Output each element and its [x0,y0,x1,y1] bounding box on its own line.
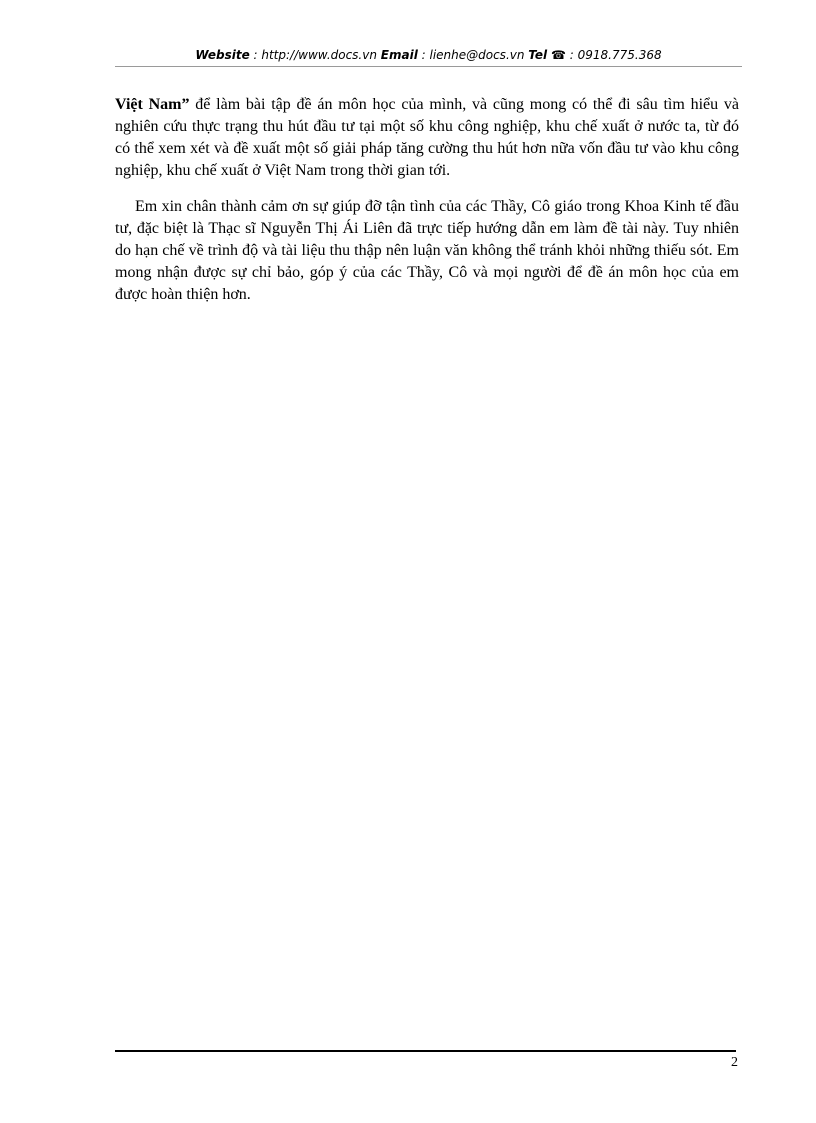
page-number: 2 [731,1055,738,1070]
website-label: Website [195,48,250,62]
bold-lead-text: Việt Nam” [115,96,190,113]
header-divider [115,66,742,67]
paragraph-acknowledgement: Em xin chân thành cảm ơn sự giúp đỡ tận tình của các Thầy, Cô giáo trong Khoa Kinh tế đầu tư, đặc biệt là Thạc sĩ Nguyễn Thị Ái Liên đã trực tiếp hướng dẫn em làm đề tài này. Tuy nhiên do hạn chế về trình độ và tài liệu thu thập nên luận văn không thể tránh khỏi những thiếu sót. Em mong nhận được sự chỉ bảo, góp ý của các Thầy, Cô và mọi người để đề án môn học của em được hoàn thiện hơn. [115,198,739,303]
paragraph-intro [115,94,739,182]
footer-divider [115,1050,736,1052]
email-value: : lienhe@docs.vn [417,48,529,62]
website-value: : http://www.docs.vn [249,48,381,62]
page-header [115,47,742,63]
email-label: Email [380,48,418,62]
telephone-icon: ☎ [551,48,566,62]
tel-value: : 0918.775.368 [565,48,662,62]
paragraph-intro-text: để làm bài tập đề án môn học của mình, và cũng mong có thể đi sâu tìm hiểu và nghiên cứu thực trạng thu hút đầu tư tại một số khu công nghiệp, khu chế xuất ở nước ta, từ đó có thể xem xét và đề xuất một số giải pháp tăng cường thu hút hơn nữa vốn đầu tư vào khu công nghiệp, khu chế xuất ở Việt Nam trong thời gian tới. [115,96,740,179]
document-body [115,94,739,320]
tel-label: Tel [528,48,548,62]
